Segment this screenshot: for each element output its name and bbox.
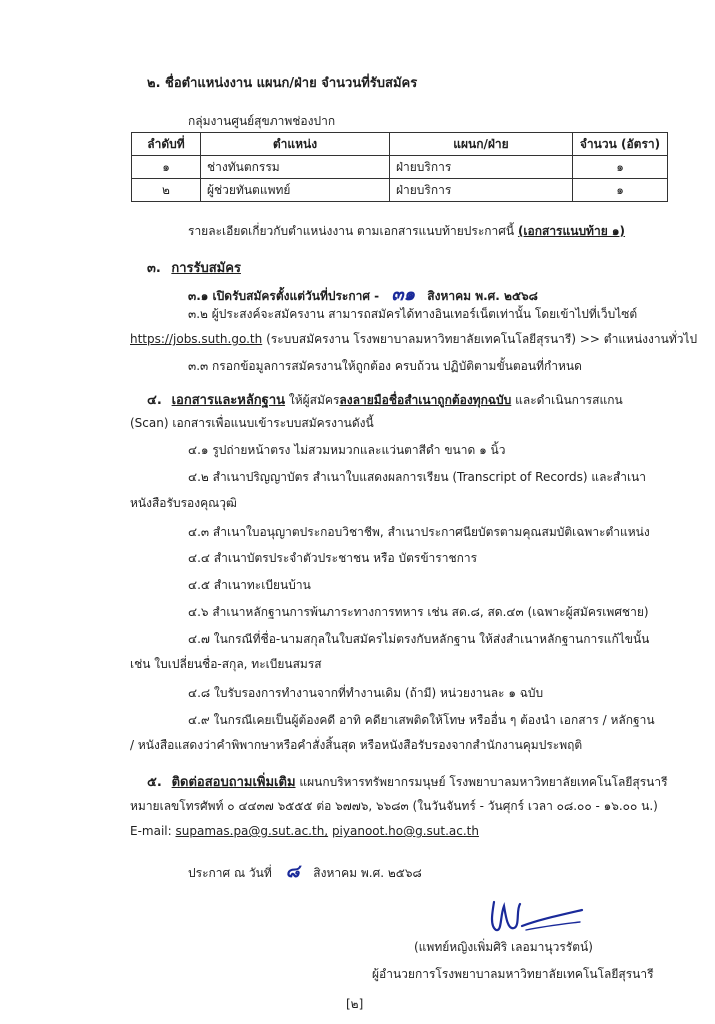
handwritten-day-31: ๓๑: [391, 284, 416, 305]
section-5-number: ๕.: [147, 775, 162, 790]
table-header-row: [132, 133, 668, 156]
item-4-8: ๔.๘ ใบรับรองการทำงานจากที่ทำงานเดิม (ถ้ามี) หน่วยงานละ ๑ ฉบับ: [188, 686, 544, 700]
item-3-2-line2: [130, 330, 697, 349]
item-4-7-line1: ๔.๗ ในกรณีที่ชื่อ-นามสกุลในใบสมัครไม่ตรงกับหลักฐาน ให้ส่งสำเนาหลักฐานการแก้ไขนั้น: [188, 632, 650, 646]
section-4-sign-note: ลงลายมือชื่อสำเนาถูกต้องทุกฉบับ: [339, 393, 512, 407]
col-order: ลำดับที่: [132, 133, 201, 156]
table-row: [132, 179, 668, 202]
phone-line: หมายเลขโทรศัพท์ ๐ ๔๔๓๗ ๖๕๕๕ ต่อ ๖๗๗๖, ๖๖๘๓ (ในวันจันทร์ - วันศุกร์ เวลา ๐๘.๐๐ - ๑๖.๐๐ น.): [130, 799, 658, 813]
email-link-supamas[interactable]: supamas.pa@g.sut.ac.th,: [175, 824, 329, 838]
email-label: E-mail:: [130, 824, 172, 838]
page-number: [๒]: [346, 997, 364, 1011]
item-4-7-line2: เช่น ใบเปลี่ยนชื่อ-สกุล, ทะเบียนสมรส: [130, 657, 322, 671]
col-count: จำนวน (อัตรา): [573, 133, 668, 156]
section-4-tail: และดำเนินการสแกน: [515, 393, 623, 407]
section-5-tail: แผนกบริหารทรัพยากรมนุษย์ โรงพยาบาลมหาวิทยาลัยเทคโนโลยีสุรนารี: [299, 775, 668, 789]
item-4-2-line1: ๔.๒ สำเนาปริญญาบัตร สำเนาใบแสดงผลการเรียน (Transcript of Records) และสำเนา: [188, 470, 646, 484]
signature-icon: [486, 896, 586, 936]
item-4-5: ๔.๕ สำเนาทะเบียนบ้าน: [188, 578, 311, 592]
handwritten-day-8: ๘: [285, 861, 300, 882]
positions-table: [131, 132, 668, 202]
announce-text: ประกาศ ณ วันที่: [188, 866, 272, 880]
jobs-website-link[interactable]: https://jobs.suth.go.th: [130, 332, 263, 346]
section-3-heading: [147, 257, 241, 278]
email-link-piyanoot[interactable]: piyanoot.ho@g.sut.ac.th: [331, 824, 479, 838]
cell-department: ฝ่ายบริการ: [390, 179, 573, 202]
detail-attachment-ref: (เอกสารแนบท้าย ๑): [517, 224, 626, 238]
section-4-mid: ให้ผู้สมัคร: [288, 393, 340, 407]
item-4-3: ๔.๓ สำเนาใบอนุญาตประกอบวิชาชีพ, สำเนาประกาศนียบัตรตามคุณสมบัติเฉพาะตำแหน่ง: [188, 525, 650, 539]
item-3-2-line1: ๓.๒ ผู้ประสงค์จะสมัครงาน สามารถสมัครได้ทางอินเทอร์เน็ตเท่านั้น โดยเข้าไปที่เว็บไซต์: [188, 307, 638, 321]
cell-department: ฝ่ายบริการ: [390, 156, 573, 179]
section-2-heading: ๒. ชื่อตำแหน่งงาน แผนก/ฝ่าย จำนวนที่รับสมัคร: [147, 76, 418, 91]
item-3-1: [188, 279, 538, 308]
col-department: แผนก/ฝ่าย: [390, 133, 573, 156]
cell-order: ๑: [132, 156, 201, 179]
col-position: ตำแหน่ง: [201, 133, 390, 156]
detail-text: รายละเอียดเกี่ยวกับตำแหน่งงาน ตามเอกสารแนบท้ายประกาศนี้: [188, 224, 515, 238]
item-4-9-line1: ๔.๙ ในกรณีเคยเป็นผู้ต้องคดี อาทิ คดียาเสพติดให้โทษ หรืออื่น ๆ ต้องนำ เอกสาร / หลักฐาน: [188, 713, 655, 727]
item-3-2-line2-text: (ระบบสมัครงาน โรงพยาบาลมหาวิทยาลัยเทคโนโลยีสุรนารี) >> ตำแหน่งงานทั่วไป: [266, 332, 698, 346]
signer-title: ผู้อำนวยการโรงพยาบาลมหาวิทยาลัยเทคโนโลยีสุรนารี: [372, 967, 654, 981]
announce-month: สิงหาคม พ.ศ. ๒๕๖๘: [313, 866, 422, 880]
section-4-line2: (Scan) เอกสารเพื่อแนบเข้าระบบสมัครงานดังนี้: [130, 416, 374, 430]
item-3-1-text: ๓.๑ เปิดรับสมัครตั้งแต่วันที่ประกาศ -: [188, 289, 380, 303]
cell-position: ช่างทันตกรรม: [201, 156, 390, 179]
section-4-title: เอกสารและหลักฐาน: [171, 393, 286, 408]
cell-count: ๑: [573, 156, 668, 179]
item-3-1-month: สิงหาคม พ.ศ. ๒๕๖๘: [427, 289, 538, 303]
table-row: [132, 156, 668, 179]
cell-count: ๑: [573, 179, 668, 202]
section-3-title: การรับสมัคร: [171, 261, 241, 276]
section-4-heading: [147, 389, 623, 410]
item-4-6: ๔.๖ สำเนาหลักฐานการพ้นภาระทางการทหาร เช่น สด.๘, สด.๔๓ (เฉพาะผู้สมัครเพศชาย): [188, 605, 649, 619]
email-line: [130, 824, 479, 838]
section-5-heading: [147, 771, 668, 792]
item-4-9-line2: / หนังสือแสดงว่าคำพิพากษาหรือคำสั่งสิ้นสุด หรือหนังสือรับรองจากสำนักงานคุมประพฤติ: [130, 738, 583, 752]
section-5-title: ติดต่อสอบถามเพิ่มเติม: [171, 775, 296, 790]
signer-name: (แพทย์หญิงเพิ่มศิริ เลอมานุวรรัตน์): [414, 940, 593, 954]
cell-order: ๒: [132, 179, 201, 202]
item-4-4: ๔.๔ สำเนาบัตรประจำตัวประชาชน หรือ บัตรข้าราชการ: [188, 551, 478, 565]
cell-position: ผู้ช่วยทันตแพทย์: [201, 179, 390, 202]
item-3-3: ๓.๓ กรอกข้อมูลการสมัครงานให้ถูกต้อง ครบถ้วน ปฏิบัติตามขั้นตอนที่กำหนด: [188, 359, 582, 373]
announce-date: [188, 856, 422, 885]
group-title: กลุ่มงานศูนย์สุขภาพช่องปาก: [188, 114, 336, 128]
section-4-number: ๔.: [147, 393, 162, 408]
item-4-2-line2: หนังสือรับรองคุณวุฒิ: [130, 496, 237, 510]
section-3-number: ๓.: [147, 261, 161, 276]
item-4-1: ๔.๑ รูปถ่ายหน้าตรง ไม่สวมหมวกและแว่นตาสีดำ ขนาด ๑ นิ้ว: [188, 443, 506, 457]
detail-line: [188, 222, 625, 241]
